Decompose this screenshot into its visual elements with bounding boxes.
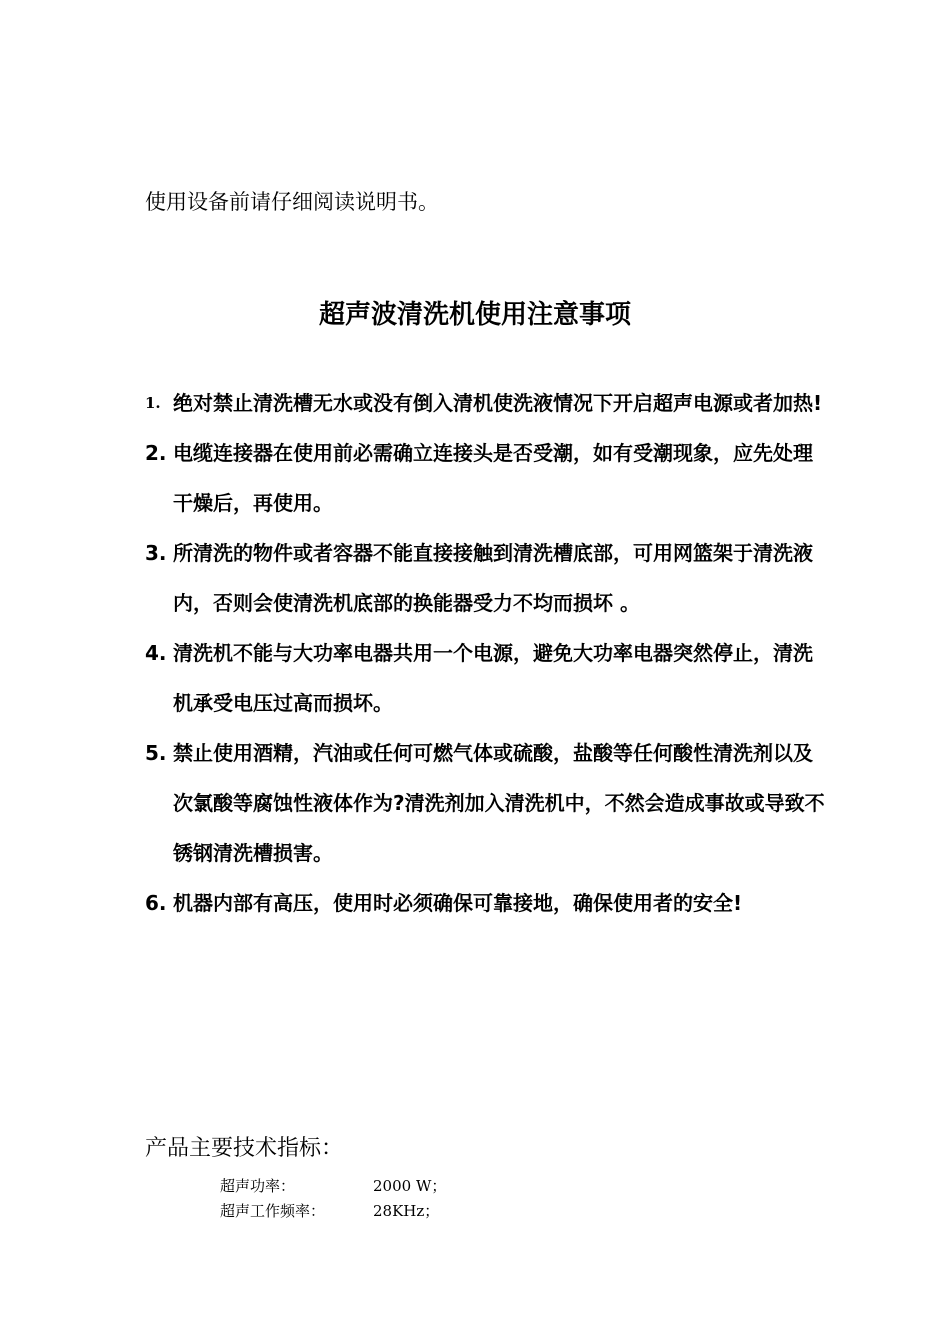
note-text: 清洗机不能与大功率电器共用一个电源，避免大功率电器突然停止，清洗机承受电压过高而损坏。 <box>173 641 813 715</box>
spec-label: 超声工作频率： <box>220 1202 326 1220</box>
note-item <box>145 628 825 728</box>
note-number: 4. <box>145 641 167 665</box>
note-text: 绝对禁止清洗槽无水或没有倒入清机使洗液情况下开启超声电源或者加热! <box>173 391 823 415</box>
note-number: 1. <box>145 394 161 412</box>
spec-value: 2000 W； <box>373 1177 447 1195</box>
note-item <box>145 728 825 878</box>
note-item <box>145 528 825 628</box>
note-text: 电缆连接器在使用前必需确立连接头是否受潮，如有受潮现象，应先处理干燥后，再使用。 <box>173 441 813 515</box>
note-text: 所清洗的物件或者容器不能直接接触到清洗槽底部，可用网篮架于清洗液内，否则会使清洗机底部的换能器受力不均而损坏 。 <box>173 541 813 615</box>
spec-row-frequency <box>220 1200 439 1221</box>
note-number: 2. <box>145 441 167 465</box>
spec-label: 超声功率： <box>220 1177 296 1195</box>
note-number: 3. <box>145 541 167 565</box>
spec-row-power <box>220 1175 446 1196</box>
spec-value: 28KHz； <box>373 1202 440 1220</box>
note-number: 5. <box>145 741 167 765</box>
specs-title: 产品主要技术指标： <box>145 1136 344 1161</box>
note-item <box>145 428 825 528</box>
note-item <box>145 378 825 428</box>
note-number: 6. <box>145 891 167 915</box>
note-text: 禁止使用酒精，汽油或任何可燃气体或硫酸，盐酸等任何酸性清洗剂以及次氯酸等腐蚀性液体作为?清洗剂加入清洗机中，不然会造成事故或导致不锈钢清洗槽损害。 <box>173 741 825 865</box>
intro-text: 使用设备前请仔细阅读说明书。 <box>145 190 439 214</box>
document-title: 超声波清洗机使用注意事项 <box>318 300 631 330</box>
note-item <box>145 878 825 928</box>
note-text: 机器内部有高压，使用时必须确保可靠接地，确保使用者的安全! <box>173 891 743 915</box>
notes-list <box>145 378 825 928</box>
